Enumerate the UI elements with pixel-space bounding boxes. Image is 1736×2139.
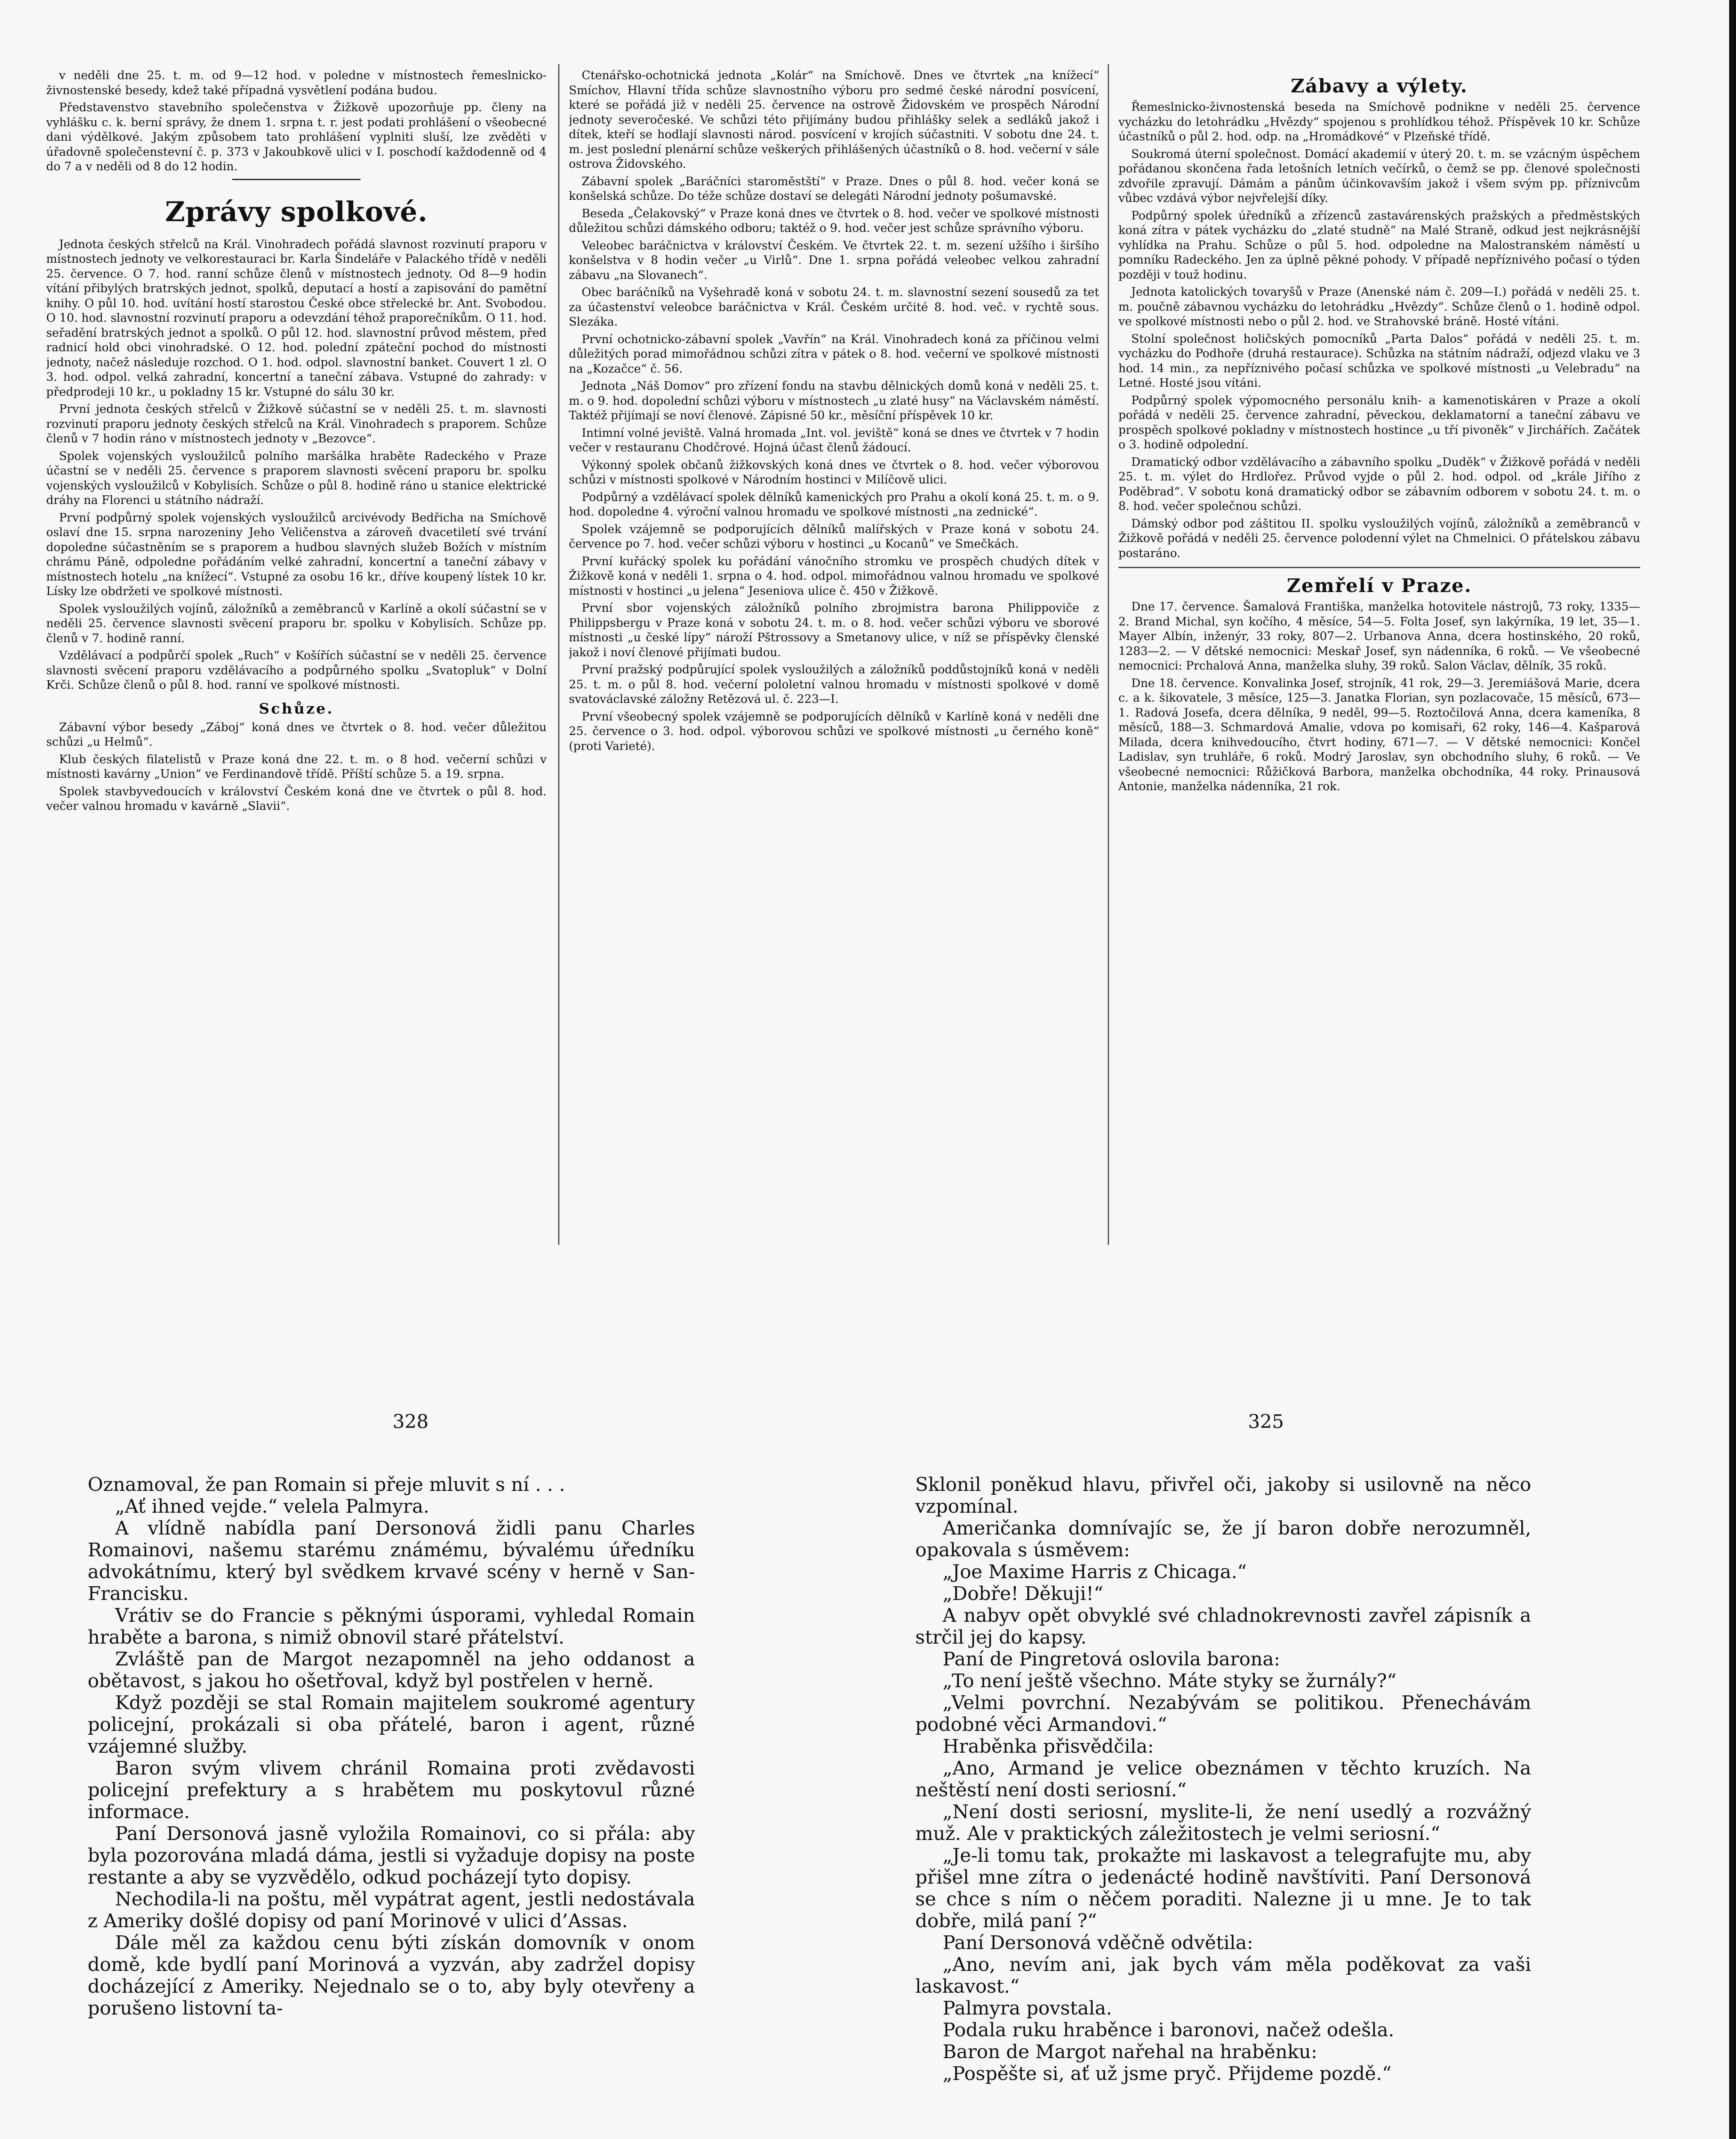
- meeting-item: Zábavní výbor besedy „Záboj“ koná dnes ve čtvrtek o 8. hod. večer důležitou schůzi „u Helmů“.: [46, 720, 547, 749]
- novel-paragraph: „Joe Maxime Harris z Chicaga.“: [943, 1561, 1247, 1583]
- novel-paragraph: „To není ještě všechno. Máte styky se žurnály?“: [943, 1670, 1397, 1692]
- intro-notices: [46, 68, 547, 175]
- club-news-item: Ctenářsko-ochotnická jednota „Kolár“ na Smíchově. Dnes ve čtvrtek „na knížecí“ Smíchov, Hlavní třída schůze slavnostního výboru pro sedmé české národní posvícení, které se pořádá již v neděli 25. července na ostrově Židovském ve prospěch Národní jednoty severočeské. Ve schůzi této přijímány budou přihlášky selek a sedláků jakož i dítek, kteří se hodlají slavnosti národ. posvícení v krojích súčastniti. V sobotu dne 24. t. m. jest poslední plenární schůze veškerých přihlášených účastníků o 8. hod. večerní v sále ostrova Židovského.: [569, 69, 1099, 171]
- section-heading-schuze: Schůze.: [259, 700, 334, 717]
- novel-paragraph: Nechodila-li na poštu, měl vypátrat agent, jestli nedostávala z Ameriky došlé dopisy od paní Morinové v ulici d’Assas.: [88, 1888, 695, 1932]
- club-news-item: Jednota českých střelců na Král. Vinohradech pořádá slavnost rozvinutí praporu v místnostech jednoty ve velkorestauraci br. Karla Šindeláře v Palackého třídě v neděli 25. července. O 7. hod. ranní schůze členů v místnostech jednoty. Od 8—9 hodin vítání přibylých bratrských jednot, spolků, deputací a hostí a zapisování do pamětní knihy. O půl 10. hod. uvítání hostí starostou České obce střelecké br. Ant. Svobodou. O 10. hod. slavnostní rozvinutí praporu a odevzdání téhož praporečníkům. O 11. hod. seřadění bratrských jednot a spolků. O půl 12. hod. slavnostní průvod městem, před radnicí hold obci vinohradské. O 12. hod. polední zpáteční pochod do místnosti jednoty, načež následuje rozchod. O 1. hod. odpol. slavnostní banket. Couvert 1 zl. O 3. hod. odpol. velká zahradní, koncertní a taneční zábava. Vstupné do zahrady: v předprodeji 10 kr., u pokladny 15 kr. Vstupné do sálu 30 kr.: [46, 237, 547, 399]
- separator-rule: [1118, 567, 1640, 568]
- novel-paragraph: Američanka domnívajíc se, že jí baron dobře nerozumněl, opakovala s úsměvem:: [915, 1517, 1531, 1561]
- club-news-item: První sbor vojenských záložníků polního zbrojmistra barona Philippoviče z Philippsbergu v Praze koná v sobotu 24. t. m. o 8. hod. večer schůzi výboru ve sborové místnosti „u české lípy“ nároží Pštrossovy a Smetanovy ulice, v níž se příspěvky členské jakož i noví členové přijímati budou.: [569, 601, 1099, 659]
- club-news-item: Podpůrný a vzdělávací spolek dělníků kamenických pro Prahu a okolí koná 25. t. m. o 9. hod. dopoledne 4. výroční valnou hromadu ve spolkové místnosti „na zednické“.: [569, 490, 1099, 518]
- club-news-item: Intimní volné jeviště. Valná hromada „Int. vol. jeviště“ koná se dnes ve čtvrtek v 7 hodin večer v restauranu Chodčrové. Hojná účast členů žádoucí.: [569, 426, 1099, 454]
- entertainment-item: Řemeslnicko-živnostenská beseda na Smíchově podnikne v neděli 25. července vycházku do letohrádku „Hvězdy“ spojenou s prohlídkou téhož. Příspěvek 10 kr. Schůze účastníků o půl 2. hod. odp. na „Hromádkové“ v Plzeňské třídě.: [1118, 101, 1640, 143]
- meetings-list: [46, 720, 547, 814]
- club-news-item: První ochotnicko-zábavní spolek „Vavřín“ na Král. Vinohradech koná za příčinou velmi důležitých porad mimořádnou schůzi zítra v pátek o 8. hod. večerní ve spolkové místnosti na „Kozačce“ č. 56.: [569, 332, 1099, 376]
- separator-rule: [232, 179, 361, 180]
- novel-paragraph: Když později se stal Romain majitelem soukromé agentury policejní, prokázali si oba přátelé, baron i agent, různé vzájemné služby.: [88, 1692, 695, 1757]
- club-news-item: Spolek vojenských vysloužilců polního maršálka hraběte Radeckého v Praze účastní se v neděli 25. července s praporem slavnosti svěcení praporu br. spolku vojenských vysloužilců v Kobylisích. Schůze o půl 8. hodině ráno u stanice elektrické dráhy na Florenci u státního nádraží.: [46, 449, 547, 507]
- novel-paragraph: Baron svým vlivem chránil Romaina proti zvědavosti policejní prefektury a s hrabětem mu poskytovul různé informace.: [88, 1757, 695, 1823]
- entertainment-item: Soukromá úterní společnost. Domácí akademií v úterý 20. t. m. se vzácným úspěchem pořádanou skončena řada letošních letních večírků, o čemž se pp. členové společnosti zdvořile zpravují. Dámám a pánům účinkovavším jakož i všem svým pp. příznivcům vůbec vzdává výbor nejvřelejší díky.: [1118, 147, 1640, 205]
- novel-paragraph: „Dobře! Děkuji!“: [943, 1583, 1103, 1605]
- novel-paragraph: „Ať ihned vejde.“ velela Palmyra.: [115, 1496, 429, 1517]
- death-notices-list: [1118, 600, 1640, 794]
- club-news-item: Veleobec baráčnictva v království Českém. Ve čtvrtek 22. t. m. sezení užšího i širšího konšelstva v 8 hodin večer „u Virlů“. Dne 1. srpna pořádá veleobec velkou zahradní zábavu „na Slovanech“.: [569, 239, 1099, 282]
- club-news-item: Vzdělávací a podpůrčí spolek „Ruch“ v Košířích súčastní se v neděli 25. července slavnosti svěcení praporu vzdělávacího a podpůrného spolku „Svatopluk“ v Dolní Krči. Schůze členů o půl 8. hod. ranní ve spolkové místnosti.: [46, 649, 547, 692]
- death-notice-item: Dne 18. července. Konvalinka Josef, strojník, 41 rok, 29—3. Jeremiášová Marie, dcera c. a k. šikovatele, 3 měsíce, 125—3. Janatka Florian, syn pozlacovače, 15 měsíců, 673—1. Radová Josefa, dcera dělníka, 9 neděl, 99—5. Roztočilová Anna, dcera kameníka, 8 měsíců, 188—3. Schmardová Amalie, vdova po komisaři, 62 roky, 146—4. Kašparová Milada, dcera knihvedoucího, čtvrt hodiny, 671—7. — V dětské nemocnici: Končel Ladislav, syn truhláře, 6 roků. Modrý Jaroslav, syn obchodního sluhy, 6 roků. — Ve všeobecné nemocnici: Růžičková Barbora, manželka obchodníka, 44 roky. Prinausová Antonie, manželka nádenníka, 21 rok.: [1118, 676, 1640, 793]
- club-news-list: [46, 237, 547, 693]
- entertainment-item: Jednota katolických tovaryšů v Praze (Anenské nám č. 209—I.) pořádá v neděli 25. t. m. poučně zábavnou vycházku do letohrádku „Hvězdy“. Schůze členů o 1. hodině odpol. ve spolkové místnosti nebo o půl 2. hod. ve Strahovské bráně. Hosté vítáni.: [1118, 285, 1640, 328]
- entertainment-item: Dramatický odbor vzdělávacího a zábavního spolku „Duděk“ v Žižkově pořádá v neděli 25. t. m. výlet do Hrdlořez. Průvod vyjde o půl 2. hod. odpol. od „krále Jiřího z Poděbrad“. V sobotu koná dramatický odbor se zábavním odborem v sobotu 24. t. m. o 8. hod. večer společnou schůzi.: [1118, 455, 1640, 513]
- column-divider: [1108, 64, 1109, 1245]
- novel-paragraph: „Velmi povrchní. Nezabývám se politikou. Přenechávám podobné věci Armandovi.“: [915, 1692, 1531, 1736]
- club-news-item: Obec baráčníků na Vyšehradě koná v sobotu 24. t. m. slavnostní sezení sousedů za tet za účastenství veleobce baráčnictva v Král. Českém určité 8. hod. več. v rychtě sous. Slezáka.: [569, 286, 1099, 329]
- entertainment-item: Stolní společnost holičských pomocníků „Parta Dalos“ pořádá v neděli 25. t. m. vycházku do Podhoře (druhá restaurace). Schůzka na státním nádraží, odjezd vlaku ve 3 hod. 14 min., za nepříznivého počasí schůzka ve spolkové místnosti „u Velebradu“ na Letné. Hosté jsou vítáni.: [1118, 332, 1640, 390]
- news-column-1: [46, 68, 547, 1202]
- section-heading-zemreli-v-praze: Zemřelí v Praze.: [1286, 575, 1472, 597]
- page-number-left: 328: [393, 1411, 429, 1433]
- club-news-item: Beseda „Čelakovský“ v Praze koná dnes ve čtvrtek o 8. hod. večer ve spolkové místnosti důležitou schůzi dámského odboru; taktéž o 9. hod. večer jest schůze správního výboru.: [569, 207, 1099, 235]
- club-news-item: Spolek vzájemně se podporujících dělníků malířských v Praze koná v sobotu 24. července po 7. hod. večer schůzi výboru v hostinci „u Kocanů“ ve Smečkách.: [569, 522, 1099, 551]
- club-news-list-continued: [569, 68, 1099, 754]
- entertainment-item: Podpůrný spolek úředníků a zřízenců zastavárenských pražských a předměstských koná zítra v pátek vycházku do „zlaté studně“ na Malé Straně, odkud jest nejkrásnější vyhlídka na Prahu. Schůze o půl 5. hod. odpoledne na Malostranském náměstí u pomníku Radeckého. Jen za úplně pěkné pohody. V případě nepříznivého počasí o týden později v touž hodinu.: [1118, 209, 1640, 281]
- novel-paragraph: Oznamoval, že pan Romain si přeje mluvit s ní . . .: [88, 1474, 565, 1496]
- novel-paragraph: Hraběnka přisvědčila:: [943, 1736, 1154, 1757]
- novel-page-right: [915, 1474, 1531, 2139]
- club-news-item: První jednota českých střelců v Žižkově súčastní se v neděli 25. t. m. slavnosti rozvinutí praporu jednoty českých střelců na Král. Vinohradech s praporem. Schůze členů v 7 hodin ráno v místnostech jednoty v „Bezovce“.: [46, 403, 547, 445]
- club-news-item: Spolek vysloužilých vojínů, záložníků a zeměbranců v Karlíně a okolí súčastní se v neděli 25. července slavnosti svěcení praporu br. spolku v Kobylisích. Schůze pp. členů v 7. hodině ranní.: [46, 602, 547, 645]
- section-heading-zpravy-spolkove: Zprávy spolkové.: [165, 196, 428, 228]
- novel-page-left: [88, 1474, 695, 2139]
- novel-paragraph: Paní de Pingretová oslovila barona:: [943, 1648, 1281, 1670]
- novel-paragraph: Baron de Margot nařehal na hraběnku:: [943, 2041, 1318, 2063]
- club-news-item: První pražský podpůrující spolek vysloužilých a záložníků poddůstojníků koná v neděli 25. t. m. o půl 8. hod. večerní pololetní valnou hromadu v místnosti spolkové v domě svatováclavské záložny Retězová ul. č. 223—I.: [569, 663, 1099, 706]
- club-news-item: První podpůrný spolek vojenských vysloužilců arcivévody Bedřicha na Smíchově oslaví dne 15. srpna narozeniny Jeho Veličenstva a zároveň dvacetiletí své trvání dopoledne súčastněním se s praporem a hudbou slavných služeb Božích v místním chrámu Páně, odpoledne pořádáním velké zahradní, koncertní a taneční zábavy v místnostech hotelu „na knížecí“. Vstupné za osobu 16 kr., dříve koupený lístek 10 kr. Lísky lze obdržeti ve spolkové místnosti.: [46, 511, 547, 598]
- novel-paragraph: „Ano, Armand je velice obeznámen v těchto kruzích. Na neštěstí není dosti seriosní.“: [915, 1757, 1531, 1801]
- death-notice-item: Dne 17. července. Šamalová Františka, manželka hotovitele nástrojů, 73 roky, 1335—2. Brand Michal, syn kočího, 4 měsíce, 54—5. Folta Josef, syn lakýrníka, 19 let, 35—1. Mayer Albín, inženýr, 33 roky, 807—2. Urbanova Anna, dcera hostinského, 20 roků, 1283—2. — V dětské nemocnici: Meskař Josef, syn nádenníka, 6 roků. — Ve všeobecné nemocnici: Prchalová Anna, manželka sluhy, 39 roků. Salon Václav, dělník, 35 roků.: [1118, 600, 1640, 673]
- novel-paragraph: Palmyra povstala.: [943, 1997, 1112, 2019]
- club-news-item: První kuřácký spolek ku pořádání vánočního stromku ve prospěch chudých dítek v Žižkově koná v neděli 1. srpna o 4. hod. odpol. mimořádnou valnou hromadu ve spolkové místnosti v hostinci „u jelena“ Jeseniova ulice č. 450 v Žižkově.: [569, 554, 1099, 598]
- club-news-item: Výkonný spolek občanů žižkovských koná dnes ve čtvrtek o 8. hod. večer výborovou schůzi v místnosti spolkové v Národním hostinci v Milíčově ulici.: [569, 458, 1099, 486]
- news-column-3: [1118, 68, 1640, 1202]
- club-news-item: První všeobecný spolek vzájemně se podporujících dělníků v Karlíně koná v neděli dne 25. července o 3. hod. odpol. výborovou schůzi ve spolkové místnosti „u černého koně“ (proti Varieté).: [569, 710, 1099, 753]
- novel-paragraph: Paní Dersonová jasně vyložila Romainovi, co si přála: aby byla pozorována mladá dáma, jestli si vyžaduje dopisy na poste restante a aby se vyzvědělo, odkud pocházejí tyto dopisy.: [88, 1823, 695, 1888]
- scan-border: [1729, 0, 1736, 2139]
- novel-paragraph: Dále měl za každou cenu býti získán domovník v onom domě, kde bydlí paní Morinová a vyzván, aby zadržel dopisy docházející z Ameriky. Nejednalo se o to, aby byly otevřeny a porušeno listovní ta-: [88, 1932, 695, 2019]
- novel-paragraph: „Pospěšte si, ať už jsme pryč. Přijdeme pozdě.“: [943, 2063, 1392, 2085]
- section-heading-zabavy-a-vylety: Zábavy a výlety.: [1290, 75, 1468, 97]
- novel-paragraph: „Není dosti seriosní, myslite-li, že není usedlý a rozvážný muž. Ale v praktických záležitostech je velmi seriosní.“: [915, 1801, 1531, 1845]
- novel-paragraph: Zvláště pan de Margot nezapomněl na jeho oddanost a obětavost, s jakou ho ošetřoval, když byl postřelen v herně.: [88, 1648, 695, 1692]
- entertainment-item: Dámský odbor pod záštitou II. spolku vysloužilých vojínů, záložníků a zeměbranců v Žižkově pořádá v neděli 25. července polodenní výlet na Chmelnici. O přátelskou zábavu postaráno.: [1118, 517, 1640, 560]
- novel-paragraph: Podala ruku hraběnce i baronovi, načež odešla.: [943, 2019, 1394, 2041]
- novel-paragraph: Paní Dersonová vděčně odvětila:: [943, 1932, 1254, 1954]
- notice-paragraph: Představenstvo stavebního společenstva v Žižkově upozorňuje pp. členy na vyhlášku c. k. berní správy, že dnem 1. srpna t. r. jest podati prohlášení o všeobecné dani výdělkové. Jakým způsobem tato prohlášení vyplniti sluší, lze zvěděti v úřadovně společenstevní č. p. 373 v Jakoubkově ulici v I. poschodí každodenně od 4 do 7 a v neděli od 8 do 12 hodin.: [46, 101, 547, 173]
- club-news-item: Jednota „Náš Domov“ pro zřízení fondu na stavbu dělnických domů koná v neděli 25. t. m. o 9. hod. dopolední schůzi výboru v místnostech „u zlaté husy“ na Václavském náměstí. Taktéž přijímají se noví členové. Zápisné 50 kr., měsíční příspěvek 10 kr.: [569, 379, 1099, 422]
- meeting-item: Klub českých filatelistů v Praze koná dne 22. t. m. o 8 hod. večerní schůzi v místnosti kavárny „Union“ ve Ferdinandově třídě. Příští schůze 5. a 19. srpna.: [46, 753, 547, 781]
- page-number-right: 325: [1248, 1411, 1284, 1433]
- entertainment-list: [1118, 100, 1640, 561]
- novel-paragraph: A vlídně nabídla paní Dersonová židli panu Charles Romainovi, našemu starému známému, bývalému úředníku advokátnímu, který byl svědkem krvavé scény v herně v San-Francisku.: [88, 1517, 695, 1605]
- novel-paragraph: „Ano, nevím ani, jak bych vám měla poděkovat za vaši laskavost.“: [915, 1954, 1531, 1997]
- novel-paragraph: A nabyv opět obvyklé své chladnokrevnosti zavřel zápisník a strčil jej do kapsy.: [915, 1605, 1531, 1648]
- novel-paragraph: Vrátiv se do Francie s pěknými úsporami, vyhledal Romain hraběte a barona, s nimiž obnovil staré přátelství.: [88, 1605, 695, 1648]
- entertainment-item: Podpůrný spolek výpomocného personálu knih- a kamenotiskáren v Praze a okolí pořádá v neděli 25. července zahradní, pěveckou, deklamatorní a taneční zábavu ve prospěch spolkové pokladny v místnostech hostince „u tří pivoněk“ v Jirchářích. Začátek o 3. hodině odpolední.: [1118, 394, 1640, 451]
- notice-paragraph: v neděli dne 25. t. m. od 9—12 hod. v poledne v místnostech řemeslnicko-živnostenské besedy, kdež také případná vysvětlení podána budou.: [46, 69, 547, 97]
- club-news-item: Zábavní spolek „Baráčníci staroměstští“ v Praze. Dnes o půl 8. hod. večer koná se konšelská schůze. Do téže schůze dostaví se delegáti Národní jednoty pošumavské.: [569, 175, 1099, 203]
- novel-paragraph: „Je-li tomu tak, prokažte mi laskavost a telegrafujte mu, aby přišel mne zítra o jedenácté hodině navštíviti. Paní Dersonová se chce s ním o něčem poraditi. Nalezne ji u mne. Je to tak dobře, milá paní ?“: [915, 1845, 1531, 1932]
- column-divider: [558, 64, 559, 1245]
- novel-paragraph: Sklonil poněkud hlavu, přivřel oči, jakoby si usilovně na něco vzpomínal.: [915, 1474, 1531, 1517]
- meeting-item: Spolek stavbyvedoucích v království Českém koná dne ve čtvrtek o půl 8. hod. večer valnou hromadu v kavárně „Slavii“.: [46, 785, 547, 813]
- news-column-2: [569, 68, 1099, 1202]
